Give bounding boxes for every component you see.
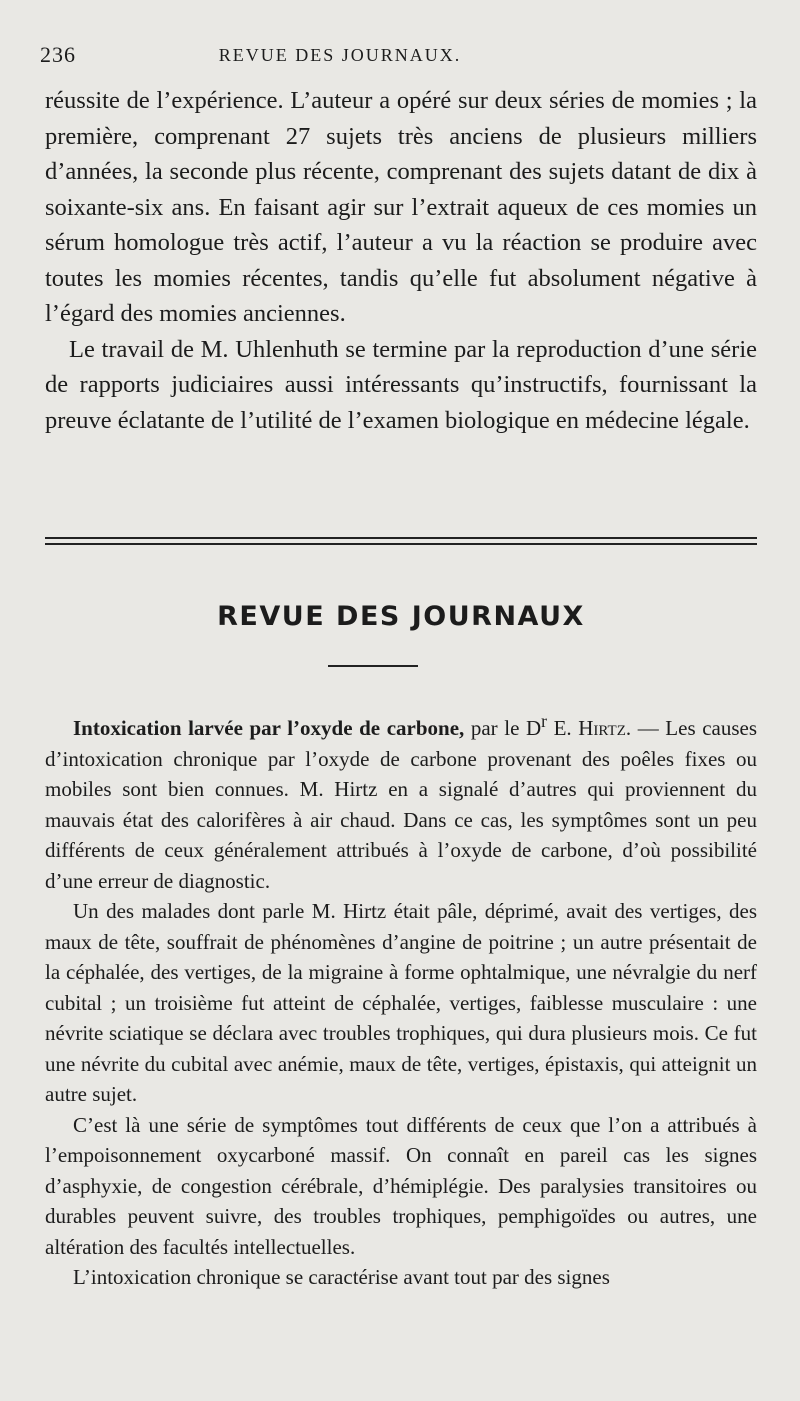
section-divider-bottom xyxy=(45,543,757,545)
section-title: REVUE DES JOURNAUX xyxy=(217,601,585,632)
paragraph: C’est là une série de symptômes tout différents de ceux que l’on a attribués à l’empoisonnement oxycarboné massif. On connaît en pareil cas les signes d’asphyxie, de congestion cérébrale, d’hémiplégie. Des paralysies transitoires ou durables peuvent suivre, des troubles trophiques, pemphigoïdes ou autres, une altération des facultés intellectuelles. xyxy=(45,1112,757,1259)
paragraph-text: — Les causes d’intoxication chronique par l’oxyde de carbone provenant des poêles fixes ou mobiles sont bien connues. M. Hirtz en a signalé d’autres qui proviennent du mauvais état des calorifères à air chaud. Dans ce cas, les symptômes sont un peu différents de ceux généralement attribués à l’oxyde de carbone, d’où possibilité d’une erreur de diagnostic. xyxy=(45,716,758,893)
paragraph: Un des malades dont parle M. Hirtz était pâle, déprimé, avait des vertiges, des maux de tête, souffrait de phénomènes d’angine de poitrine ; un autre présentait de la céphalée, des vertiges, de la migraine à forme ophtalmique, une névralgie du nerf cubital ; un troisième fut atteint de céphalée, vertiges, faiblesse musculaire : une névrite sciatique se déclara avec troubles trophiques, qui dura plusieurs mois. Ce fut une névrite du cubital avec anémie, maux de tête, vertiges, épistaxis, qui atteignit un autre sujet. xyxy=(45,899,757,1106)
paragraph: L’intoxication chronique se caractérise avant tout par des signes xyxy=(73,1265,610,1289)
continued-text xyxy=(45,83,757,438)
article-author: Hirtz. xyxy=(578,716,632,740)
running-head xyxy=(40,42,760,70)
article-byline: par le D xyxy=(470,716,542,740)
running-title: REVUE DES JOURNAUX. xyxy=(218,45,462,65)
byline-initial: E. xyxy=(553,716,572,740)
article-first-paragraph xyxy=(45,706,757,896)
article xyxy=(45,706,757,1293)
section-divider-top xyxy=(45,537,757,539)
title-rule xyxy=(328,665,418,667)
article-title: Intoxication larvée par l’oxyde de carbone, xyxy=(73,716,465,740)
page-number: 236 xyxy=(40,42,76,67)
paragraph: Le travail de M. Uhlenhuth se termine par la reproduction d’une série de rapports judiciaires aussi intéressants qu’instructifs, fournissant la preuve éclatante de l’utilité de l’examen biologique en médecine légale. xyxy=(45,335,757,434)
byline-superscript: r xyxy=(541,711,547,731)
paragraph: réussite de l’expérience. L’auteur a opéré sur deux séries de momies ; la première, comprenant 27 sujets très anciens de plusieurs milliers d’années, la seconde plus récente, comprenant des sujets datant de dix à soixante-six ans. En faisant agir sur l’extrait aqueux de ces momies un sérum homologue très actif, l’auteur a vu la réaction se produire avec toutes les momies récentes, tandis qu’elle fut absolument négative à l’égard des momies anciennes. xyxy=(45,87,757,327)
